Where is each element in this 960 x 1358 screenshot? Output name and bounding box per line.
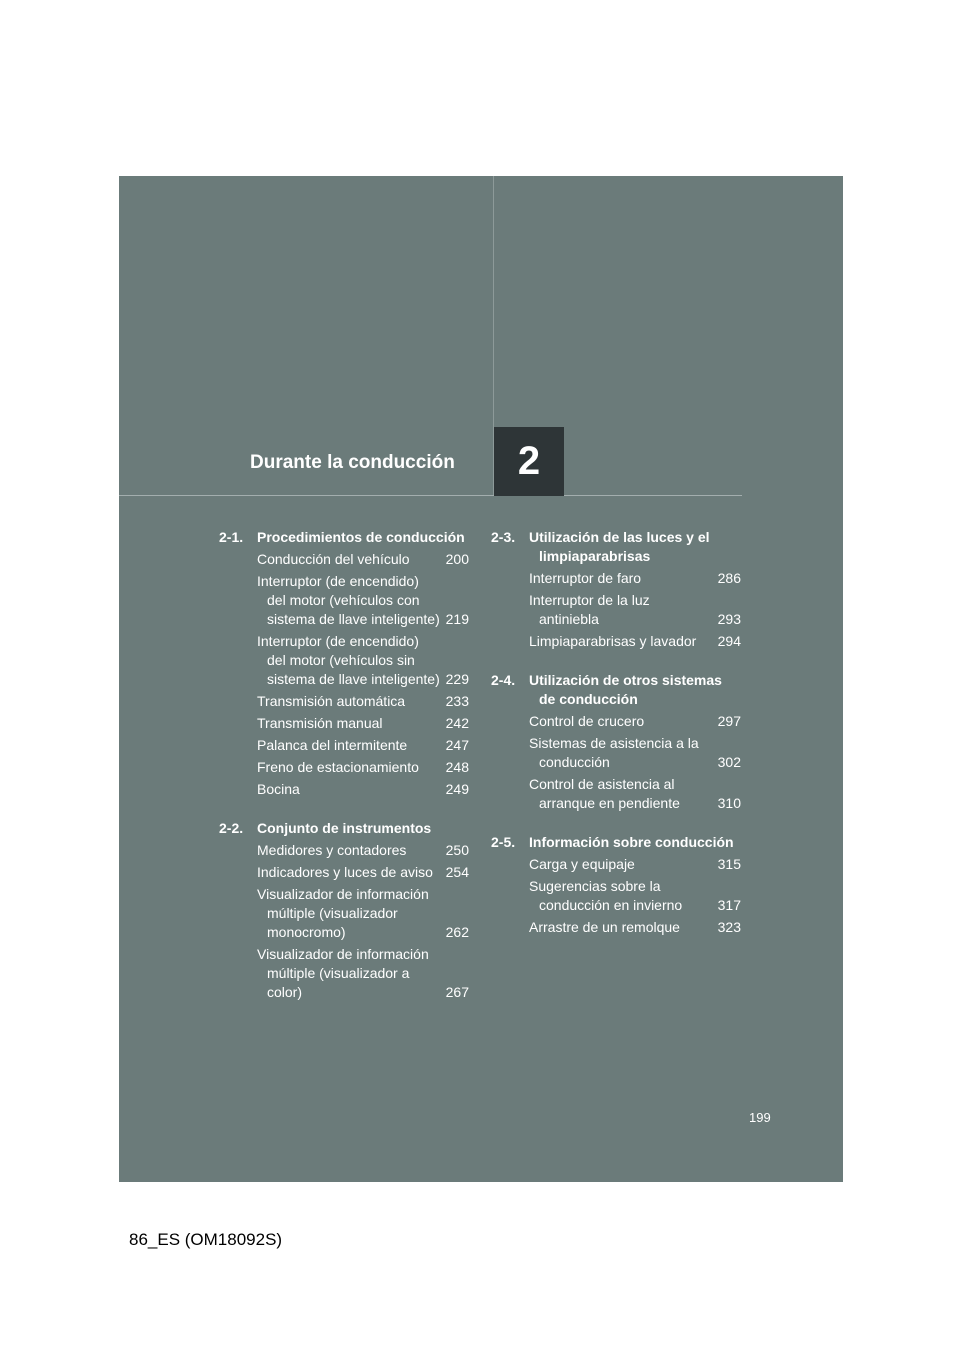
toc-section-heading[interactable] [491,833,741,852]
toc-section-title: Procedimientos de conducción [257,529,465,545]
toc-entry-page: 286 [717,570,741,586]
toc-entry[interactable] [257,885,469,942]
toc-entry[interactable] [257,550,469,569]
toc-entry[interactable] [529,877,741,915]
toc-section-heading[interactable] [219,528,469,547]
toc-entry-title: Sugerencias sobre la conducción en invierno [529,878,683,913]
toc-entry-title: Control de crucero [529,713,645,729]
toc-entry-title: Interruptor de la luz antiniebla [529,592,650,627]
toc-entry[interactable] [529,569,741,588]
toc-section-number: 2-5. [491,834,516,850]
toc-section-title: Utilización de las luces y el limpiaparabrisas [529,529,710,564]
toc-section [491,833,741,937]
toc-entry[interactable] [529,591,741,629]
toc-section [491,528,741,651]
toc-entry[interactable] [257,692,469,711]
toc-entry[interactable] [257,572,469,629]
toc-entry-title: Arrastre de un remolque [529,919,680,935]
toc-entry-title: Control de asistencia al arranque en pendiente [529,776,680,811]
toc-entry-page: 200 [445,551,469,567]
toc-entry-page: 267 [445,984,469,1000]
toc-entry-page: 315 [717,856,741,872]
toc-section-title: Conjunto de instrumentos [257,820,432,836]
toc-section-number: 2-4. [491,672,516,688]
toc-entry-page: 233 [445,693,469,709]
panel-divider-horizontal [119,495,742,496]
toc-entry-page: 242 [445,715,469,731]
toc-entry-title: Medidores y contadores [257,842,407,858]
toc-entry-title: Interruptor (de encendido) del motor (vehículos con sistema de llave inteligente) [257,573,440,627]
toc-entry[interactable] [529,632,741,651]
chapter-number-badge: 2 [494,427,564,496]
toc-entry-page: 248 [445,759,469,775]
toc-entry-title: Conducción del vehículo [257,551,410,567]
toc-entry-title: Visualizador de información múltiple (visualizador a color) [257,946,429,1000]
toc-entry-page: 294 [717,633,741,649]
toc-entry-title: Visualizador de información múltiple (visualizador monocromo) [257,886,429,940]
toc-section-number: 2-3. [491,529,516,545]
toc-section [219,819,469,1002]
toc-section-number: 2-2. [219,820,244,836]
toc-column-left [219,528,469,1022]
toc-section-number: 2-1. [219,529,244,545]
toc-entry-title: Sistemas de asistencia a la conducción [529,735,699,770]
toc-entry-page: 262 [445,924,469,940]
toc-entry-title: Indicadores y luces de aviso [257,864,433,880]
toc-entry[interactable] [257,758,469,777]
toc-entry-page: 247 [445,737,469,753]
toc-entry[interactable] [529,918,741,937]
toc-entry-title: Carga y equipaje [529,856,635,872]
toc-entry-title: Palanca del intermitente [257,737,408,753]
toc-entry-title: Bocina [257,781,300,797]
toc-section-heading[interactable] [491,671,741,709]
toc-entry[interactable] [257,714,469,733]
toc-entry-page: 310 [717,795,741,811]
toc-entry-page: 297 [717,713,741,729]
toc-entry[interactable] [257,863,469,882]
toc-entry-title: Transmisión manual [257,715,383,731]
toc-section-heading[interactable] [219,819,469,838]
toc-column-right [491,528,741,957]
toc-entry[interactable] [257,841,469,860]
toc-entry[interactable] [529,775,741,813]
toc-entry[interactable] [257,736,469,755]
toc-entry-page: 249 [445,781,469,797]
toc-entry-page: 250 [445,842,469,858]
chapter-title: Durante la conducción [250,452,455,473]
toc-entry[interactable] [529,855,741,874]
toc-entry[interactable] [257,945,469,1002]
toc-entry-title: Freno de estacionamiento [257,759,419,775]
toc-entry-title: Interruptor (de encendido) del motor (vehículos sin sistema de llave inteligente) [257,633,440,687]
toc-section [219,528,469,799]
toc-entry-title: Limpiaparabrisas y lavador [529,633,697,649]
toc-entry-page: 254 [445,864,469,880]
toc-entry-title: Transmisión automática [257,693,406,709]
toc-section-title: Información sobre conducción [529,834,734,850]
toc-entry-page: 302 [717,754,741,770]
toc-entry-page: 317 [717,897,741,913]
toc-entry[interactable] [257,780,469,799]
toc-section-heading[interactable] [491,528,741,566]
toc-entry[interactable] [529,734,741,772]
toc-entry[interactable] [257,632,469,689]
toc-section-title: Utilización de otros sistemas de conducción [529,672,722,707]
toc-entry-page: 293 [717,611,741,627]
toc-entry-title: Interruptor de faro [529,570,642,586]
document-code: 86_ES (OM18092S) [129,1230,283,1249]
toc-entry-page: 219 [445,611,469,627]
toc-entry[interactable] [529,712,741,731]
toc-entry-page: 229 [445,671,469,687]
page-number: 199 [749,1110,771,1125]
toc-section [491,671,741,813]
toc-entry-page: 323 [717,919,741,935]
